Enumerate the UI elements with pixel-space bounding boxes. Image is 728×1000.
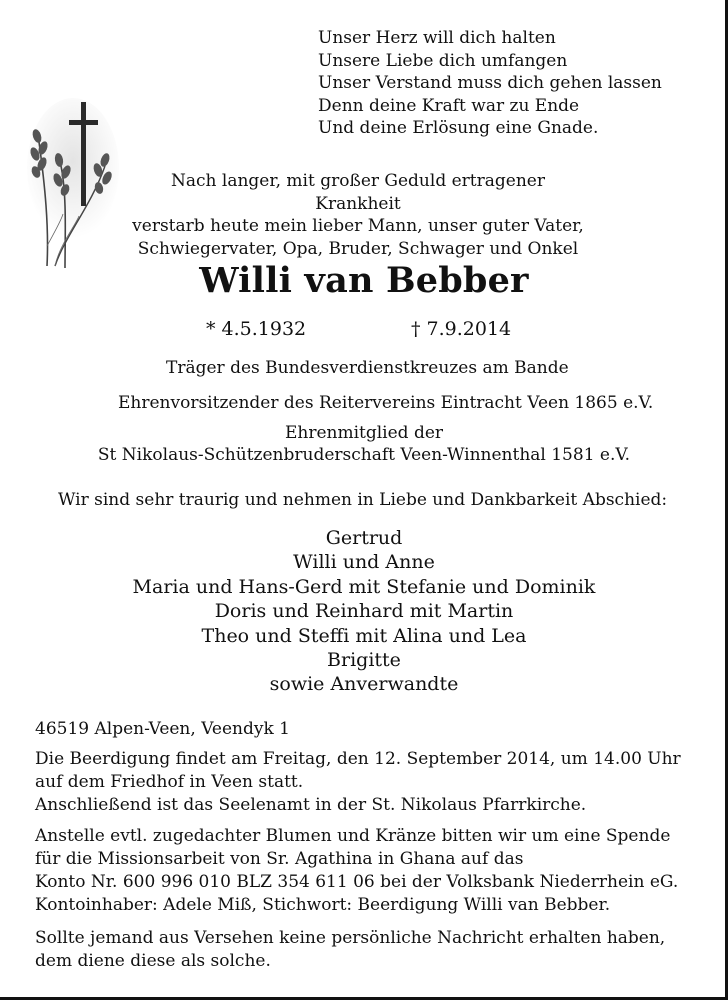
closing-line: Sollte jemand aus Versehen keine persönliche Nachricht erhalten haben, (35, 928, 666, 948)
intro-text (128, 170, 588, 260)
poem-line: Und deine Erlösung eine Gnade. (318, 118, 599, 139)
poem-line: Unser Herz will dich halten (318, 28, 556, 48)
mourner: Willi und Anne (293, 551, 435, 574)
funeral-line: Anschließend ist das Seelenamt in der St. Nikolaus Pfarrkirche. (35, 795, 587, 815)
deceased-name: Willi van Bebber (199, 260, 529, 301)
donation-line: Anstelle evtl. zugedachter Blumen und Kränze bitten wir um eine Spende (35, 826, 671, 846)
funeral-info (35, 748, 681, 817)
donation-line: für die Missionsarbeit von Sr. Agathina in Ghana auf das (35, 849, 524, 869)
cross-and-wheat-icon (25, 96, 121, 272)
mourner: Doris und Reinhard mit Martin (214, 600, 514, 623)
donation-info (35, 825, 678, 917)
death-date: † 7.9.2014 (411, 318, 512, 340)
honor-riding-club: Ehrenvorsitzender des Reitervereins Eintracht Veen 1865 e.V. (118, 393, 654, 413)
closing-line: dem diene diese als solche. (35, 951, 271, 971)
honor-membership-line1: Ehrenmitglied der (284, 423, 444, 443)
poem-line: Denn deine Kraft war zu Ende (318, 95, 580, 116)
funeral-line: auf dem Friedhof in Veen statt. (35, 772, 304, 792)
address: 46519 Alpen-Veen, Veendyk 1 (35, 719, 290, 739)
mourner: sowie Anverwandte (269, 673, 459, 696)
donation-line: Konto Nr. 600 996 010 BLZ 354 611 06 bei der Volksbank Niederrhein eG. (35, 872, 679, 892)
mourner: Brigitte (327, 649, 401, 672)
donation-line: Kontoinhaber: Adele Miß, Stichwort: Beerdigung Willi van Bebber. (35, 895, 611, 915)
closing-note (35, 927, 665, 973)
birth-date: * 4.5.1932 (206, 318, 307, 340)
mourner: Gertrud (325, 527, 403, 549)
funeral-line: Die Beerdigung findet am Freitag, den 12. September 2014, um 14.00 Uhr (35, 749, 681, 769)
farewell-text: Wir sind sehr traurig und nehmen in Liebe und Dankbarkeit Abschied: (58, 490, 668, 510)
honor-membership-line2: St Nikolaus-Schützenbruderschaft Veen-Winnenthal 1581 e.V. (97, 445, 631, 465)
poem-line: Unser Verstand muss dich gehen lassen (318, 73, 662, 94)
poem (318, 27, 662, 140)
mourner: Theo und Steffi mit Alina und Lea (201, 624, 527, 647)
mourners-list (0, 526, 728, 697)
intro-line: Schwiegervater, Opa, Bruder, Schwager und Onkel (137, 238, 579, 259)
mourner: Maria und Hans-Gerd mit Stefanie und Dominik (132, 575, 596, 598)
intro-line: verstarb heute mein lieber Mann, unser guter Vater, (132, 216, 584, 236)
intro-line: Nach langer, mit großer Geduld ertragener Krankheit (171, 171, 545, 214)
poem-line: Unsere Liebe dich umfangen (318, 50, 568, 71)
honor-award: Träger des Bundesverdienstkreuzes am Bande (166, 358, 569, 378)
